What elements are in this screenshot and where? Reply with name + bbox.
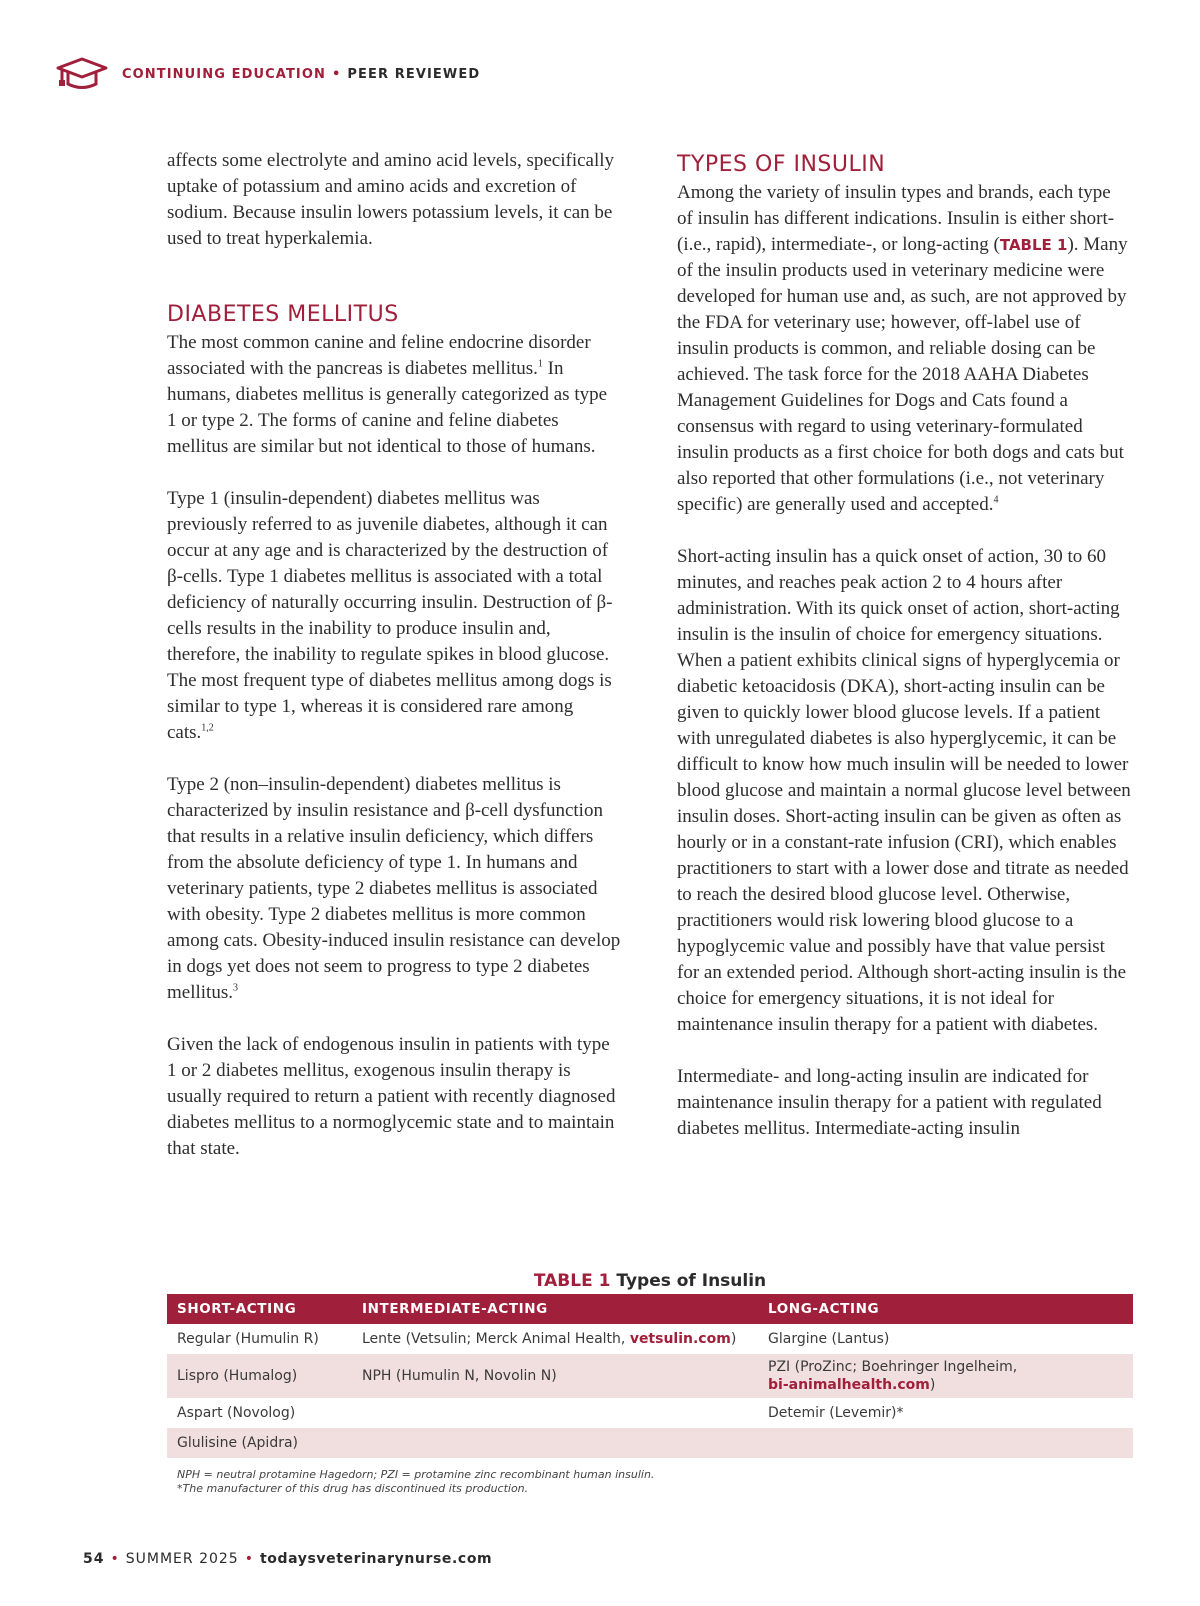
table-cell: Glargine (Lantus) bbox=[768, 1331, 890, 1347]
page-footer bbox=[83, 1551, 492, 1567]
table-header-row bbox=[167, 1294, 1133, 1324]
table-cell: PZI (ProZinc; Boehringer Ingelheim, bi-animalhealth.com) bbox=[758, 1354, 1133, 1398]
intermediate-long-paragraph: Intermediate- and long-acting insulin are indicated for maintenance insulin therapy for a patient with regulated diabetes mellitus. Intermediate-acting insulin bbox=[677, 1066, 1102, 1139]
table-cell: NPH (Humulin N, Novolin N) bbox=[352, 1354, 758, 1398]
insulin-types-table bbox=[167, 1294, 1133, 1458]
citation-ref[interactable]: 1 bbox=[537, 358, 543, 370]
type-1-paragraph: Type 1 (insulin-dependent) diabetes mellitus was previously referred to as juvenile diabetes, although it can occur at any age and is characterized by the destruction of β-cells. Type 1 diabetes mellitus is associated with a total deficiency of naturally occurring insulin. Destruction of β-cells results in the inability to produce insulin and, therefore, the inability to regulate spikes in blood glucose. The most frequent type of diabetes mellitus among dogs is similar to type 1, whereas it is considered rare among cats.$^{1,2}$ bbox=[167, 488, 613, 743]
header-label bbox=[122, 67, 480, 82]
table-cell: Lispro (Humalog) bbox=[167, 1354, 352, 1398]
subsection-label: PEER REVIEWED bbox=[347, 66, 481, 82]
bi-animalhealth-link[interactable]: bi-animalhealth.com bbox=[768, 1377, 930, 1393]
page-number: 54 bbox=[83, 1551, 105, 1567]
table-cell: Detemir (Levemir)* bbox=[768, 1405, 904, 1421]
footer-separator: • bbox=[244, 1551, 254, 1567]
table-row bbox=[167, 1354, 1133, 1398]
column-header-intermediate: INTERMEDIATE-ACTING bbox=[352, 1294, 758, 1324]
diabetes-mellitus-heading: DIABETES MELLITUS bbox=[167, 302, 399, 327]
table-cell bbox=[758, 1428, 1133, 1458]
column-header-short: SHORT-ACTING bbox=[167, 1294, 352, 1324]
types-of-insulin-heading: TYPES OF INSULIN bbox=[677, 152, 886, 177]
abbreviations-note: NPH = neutral protamine Hagedorn; PZI = protamine zinc recombinant human insulin. bbox=[177, 1468, 655, 1481]
table-row bbox=[167, 1398, 1133, 1428]
graduation-cap-icon bbox=[56, 57, 108, 91]
table-cell: Glulisine (Apidra) bbox=[167, 1428, 352, 1458]
insulin-table-section bbox=[167, 1268, 1133, 1496]
header-separator: • bbox=[331, 66, 342, 82]
running-header bbox=[56, 56, 480, 92]
exogenous-insulin-paragraph: Given the lack of endogenous insulin in patients with type 1 or 2 diabetes mellitus, exogenous insulin therapy is usually required to return a patient with recently diagnosed diabetes mellitus to a normoglycemic state and to maintain that state. bbox=[167, 1034, 616, 1159]
website-link[interactable]: todaysveterinarynurse.com bbox=[259, 1551, 493, 1567]
diabetes-paragraph-1: The most common canine and feline endocrine disorder associated with the pancreas is diabetes mellitus.$^1$ In humans, diabetes mellitus is generally categorized as type 1 or type 2. The forms of canine and feline diabetes mellitus are similar but not identical to those of humans. bbox=[167, 332, 608, 457]
section-label: CONTINUING EDUCATION bbox=[122, 66, 326, 82]
table-cell: Aspart (Novolog) bbox=[177, 1405, 296, 1421]
intro-paragraph: affects some electrolyte and amino acid levels, specifically uptake of potassium and amino acids and excretion of sodium. Because insulin lowers potassium levels, it can be used to treat hyperkalemia. bbox=[167, 150, 615, 249]
insulin-types-paragraph: Among the variety of insulin types and brands, each type of insulin has different indications. Insulin is either short- (i.e., rapid), intermediate-, or long-acting (TABLE 1). Many of the insulin products used in veterinary medicine were developed for human use and, as such, are not approved by the FDA for veterinary use; however, off-label use of insulin products is common, and reliable dosing can be achieved. The task force for the 2018 AAHA Diabetes Management Guidelines for Dogs and Cats found a consensus with regard to using veterinary-formulated insulin products as a first choice for both dogs and cats but also reported that other formulations (i.e., not veterinary specific) are generally used and accepted.$^4$ bbox=[677, 182, 1128, 515]
table-row bbox=[167, 1428, 1133, 1458]
table-row bbox=[167, 1324, 1133, 1354]
footer-separator: • bbox=[110, 1551, 120, 1567]
table-reference-link[interactable]: TABLE 1 bbox=[999, 236, 1068, 254]
table-cell bbox=[352, 1398, 758, 1428]
issue-label: SUMMER 2025 bbox=[125, 1551, 239, 1567]
table-title: TABLE 1 Types of Insulin bbox=[533, 1271, 767, 1291]
left-column bbox=[167, 148, 621, 1162]
right-column bbox=[677, 148, 1131, 1142]
discontinued-note: *The manufacturer of this drug has discontinued its production. bbox=[177, 1482, 529, 1495]
table-cell: Regular (Humulin R) bbox=[177, 1331, 319, 1347]
table-cell bbox=[352, 1428, 758, 1458]
column-header-long: LONG-ACTING bbox=[758, 1294, 1133, 1324]
citation-ref[interactable]: 1,2 bbox=[201, 722, 214, 734]
citation-ref[interactable]: 4 bbox=[993, 494, 999, 506]
short-acting-paragraph: Short-acting insulin has a quick onset of action, 30 to 60 minutes, and reaches peak action 2 to 4 hours after administration. With its quick onset of action, short-acting insulin is the insulin of choice for emergency situations. When a patient exhibits clinical signs of hyperglycemia or diabetic ketoacidosis (DKA), short-acting insulin can be given to quickly lower blood glucose levels. If a patient with unregulated diabetes is also hyperglycemic, it can be difficult to know how much insulin will be needed to lower blood glucose and maintain a normal glucose level between insulin doses. Short-acting insulin can be given as often as hourly or in a constant-rate infusion (CRI), which enables practitioners to start with a lower dose and titrate as needed to reach the desired blood glucose level. Otherwise, practitioners would risk lowering blood glucose to a hypoglycemic value and possibly have that value persist for an extended period. Although short-acting insulin is the choice for emergency situations, it is not ideal for maintenance insulin therapy for a patient with diabetes. bbox=[677, 546, 1131, 1035]
type-2-paragraph: Type 2 (non–insulin-dependent) diabetes mellitus is characterized by insulin resistance and β-cell dysfunction that results in a relative insulin deficiency, which differs from the absolute deficiency of type 1. In humans and veterinary patients, type 2 diabetes mellitus is associated with obesity. Type 2 diabetes mellitus is more common among cats. Obesity-induced insulin resistance can develop in dogs yet does not seem to progress to type 2 diabetes mellitus.$^3$ bbox=[167, 774, 621, 1003]
vetsulin-link[interactable]: vetsulin.com bbox=[629, 1331, 731, 1347]
citation-ref[interactable]: 3 bbox=[232, 982, 238, 994]
table-cell: Lente (Vetsulin; Merck Animal Health, vetsulin.com) bbox=[362, 1331, 737, 1347]
table-footnote bbox=[177, 1468, 1133, 1496]
